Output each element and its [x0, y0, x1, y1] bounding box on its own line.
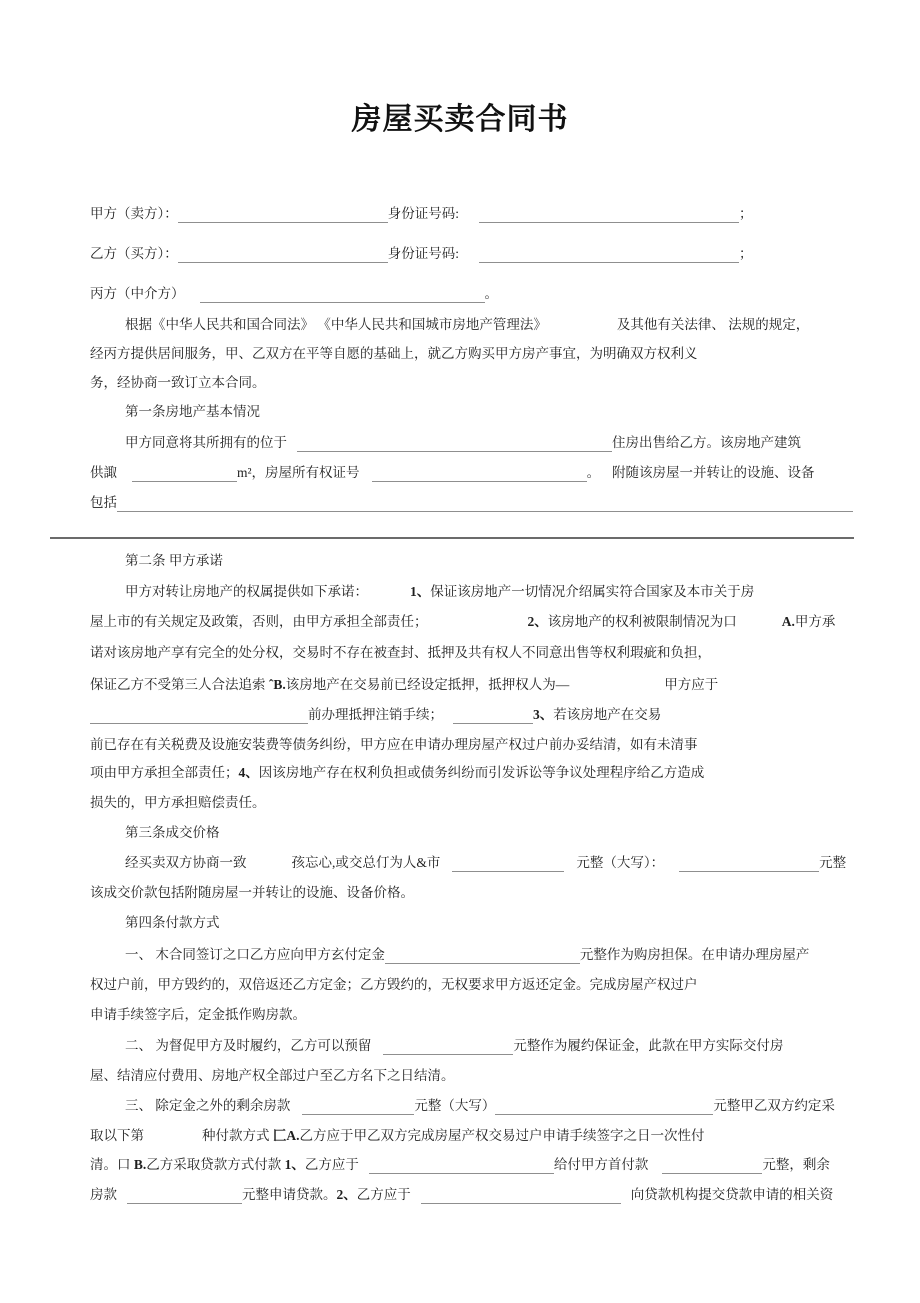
- contract-text: 根据《中华人民共和国合同法》 《中华人民共和国城市房地产管理法》: [125, 317, 547, 332]
- contract-text: 因该房地产存在权利负担或债务纠纷而引发诉讼等争议处理程序给乙方造成: [258, 765, 705, 780]
- spacer: [428, 630, 528, 631]
- contract-line: [125, 552, 223, 570]
- contract-line: [90, 884, 414, 902]
- contract-text: ；: [739, 246, 753, 261]
- blank-field: [127, 1190, 242, 1204]
- contract-text: 乙方应于: [356, 1187, 411, 1202]
- spacer: [368, 600, 410, 601]
- contract-line: [90, 644, 711, 662]
- contract-text: 元整申请贷款。: [242, 1187, 337, 1202]
- contract-text: ；: [739, 206, 753, 221]
- contract-line: [90, 976, 698, 994]
- document-title: 房屋买卖合同书: [351, 103, 569, 136]
- blank-field: [132, 468, 237, 482]
- contract-text: 二、 为督促甲方及时履约，乙方可以预留: [125, 1038, 372, 1053]
- contract-text: 一、 木合同签订之口乙方应向甲方玄付定金: [125, 947, 385, 962]
- contract-line: [90, 494, 853, 512]
- contract-text: 取以下第: [90, 1128, 144, 1143]
- blank-field: [178, 249, 388, 263]
- contract-text: 经买卖双方协商一致: [125, 855, 247, 870]
- contract-line: [90, 1186, 833, 1204]
- contract-text: 乙方采取贷款方式付款: [146, 1157, 285, 1172]
- contract-text: 丙方（中介方）: [90, 286, 185, 301]
- blank-field: [495, 1101, 713, 1115]
- contract-line: [90, 794, 266, 812]
- spacer: [185, 302, 200, 303]
- spacer: [547, 333, 617, 334]
- contract-text: 诺对该房地产享有完全的处分权，交易时不存在被查封、抵押及共有权人不同意出售等权利瑕疵和负担，: [90, 645, 711, 660]
- section-divider: [50, 537, 854, 539]
- spacer: [247, 871, 292, 872]
- contract-line: [90, 613, 835, 631]
- blank-field: [452, 858, 564, 872]
- contract-text: 乙方（买方）：: [90, 246, 178, 261]
- contract-line: [90, 245, 753, 263]
- blank-field: [453, 710, 533, 724]
- contract-line: [125, 1037, 783, 1055]
- contract-text: 第四条付款方式: [125, 915, 220, 930]
- spacer: [459, 262, 479, 263]
- contract-text: 。: [484, 286, 498, 301]
- contract-line: [90, 706, 661, 724]
- contract-line: [125, 1097, 835, 1115]
- contract-text: 该房地产的权利被限制情况为口: [547, 614, 737, 629]
- contract-line: [90, 736, 698, 754]
- spacer: [440, 871, 452, 872]
- contract-text: 屋上市的有关规定及政策，否则，由甲方承担全部责任；: [90, 614, 428, 629]
- contract-text: m²，房屋所有权证号: [237, 465, 360, 480]
- contract-text: 保证乙方不受第三人合法追索: [90, 677, 269, 692]
- contract-text: 1、: [284, 1157, 305, 1172]
- contract-line: [125, 824, 220, 842]
- contract-line: [125, 583, 754, 601]
- spacer: [144, 1144, 202, 1145]
- spacer: [564, 871, 576, 872]
- contract-text: 甲方应于: [664, 677, 719, 692]
- contract-text: 2、: [336, 1187, 357, 1202]
- contract-text: 该成交价款包括附随房屋一并转让的设施、设备价格。: [90, 885, 414, 900]
- spacer: [443, 723, 453, 724]
- contract-text: 供諏: [90, 465, 117, 480]
- spacer: [648, 1173, 662, 1174]
- blank-field: [479, 209, 739, 223]
- blank-field: [297, 438, 612, 452]
- contract-text: 保证该房地产一切情况介绍属实符合国家及本市关于房: [430, 584, 755, 599]
- blank-field: [479, 249, 739, 263]
- blank-field: [302, 1101, 414, 1115]
- spacer: [621, 1203, 631, 1204]
- contract-line: [90, 285, 498, 303]
- contract-text: 元整作为购房担保。在申请办理房屋产: [579, 947, 810, 962]
- contract-text: 孩忘心,或交总仃为人&市: [291, 855, 441, 870]
- contract-text: 若该房地产在交易: [553, 707, 662, 722]
- contract-text: 甲方同意将其所拥有的位于: [125, 435, 287, 450]
- contract-text: 元整（大写）: [414, 1098, 496, 1113]
- contract-text: 身份证号码:: [387, 206, 460, 221]
- contract-text: 种付款方式: [202, 1128, 273, 1143]
- contract-line: [90, 764, 704, 782]
- contract-text: 4、: [238, 765, 259, 780]
- spacer: [569, 693, 664, 694]
- blank-field: [117, 498, 853, 512]
- contract-line: [90, 345, 698, 363]
- contract-text: 第一条房地产基本情况: [125, 404, 260, 419]
- contract-line: [125, 316, 809, 334]
- contract-text: 元整，剩余: [762, 1157, 830, 1172]
- blank-field: [90, 710, 308, 724]
- contract-text: 元整作为履约保证金，此款在甲方实际交付房: [513, 1038, 784, 1053]
- contract-text: 向贷款机构提交贷款申请的相关资: [630, 1187, 834, 1202]
- contract-text: 元整: [819, 855, 847, 870]
- contract-text: 三、 除定金之外的剩余房款: [125, 1098, 291, 1113]
- spacer: [737, 630, 782, 631]
- blank-field: [200, 289, 485, 303]
- contract-line: [90, 464, 815, 482]
- spacer: [459, 222, 479, 223]
- contract-text: 甲方承: [794, 614, 836, 629]
- blank-field: [383, 1041, 513, 1055]
- contract-line: [125, 914, 220, 932]
- contract-text: 及其他有关法律、 法规的规定，: [616, 317, 810, 332]
- contract-line: [125, 403, 260, 421]
- contract-text: 身份证号码:: [387, 246, 460, 261]
- contract-line: [125, 434, 801, 452]
- contract-text: ˆB.: [268, 677, 286, 692]
- contract-text: 附随该房屋一并转让的设施、设备: [612, 465, 815, 480]
- contract-text: 住房出售给乙方。该房地产建筑: [612, 435, 801, 450]
- contract-text: 3、: [533, 707, 554, 722]
- blank-field: [662, 1160, 762, 1174]
- spacer: [600, 481, 612, 482]
- contract-text: 元整甲乙双方约定采: [713, 1098, 835, 1113]
- contract-text: 前办理抵押注销手续；: [308, 707, 443, 722]
- contract-line: [90, 1156, 830, 1174]
- spacer: [411, 1203, 421, 1204]
- spacer: [117, 481, 132, 482]
- contract-line: [125, 946, 809, 964]
- contract-text: 损失的，甲方承担赔偿责任。: [90, 795, 266, 810]
- contract-line: [90, 1006, 306, 1024]
- contract-text: 经丙方提供居间服务，甲、乙双方在平等自愿的基础上，就乙方购买甲方房产事宜，为明确双方权利义: [90, 346, 698, 361]
- contract-text: 乙方应于甲乙双方完成房屋产权交易过户申请手续签字之日一次性付: [299, 1128, 705, 1143]
- contract-text: 前已存在有关税费及设施安装费等债务纠纷，甲方应在申请办理房屋产权过户前办妥结清，如有未清事: [90, 737, 698, 752]
- contract-line: [90, 374, 266, 392]
- contract-text: 第二条 甲方承诺: [125, 553, 223, 568]
- spacer: [371, 1054, 383, 1055]
- blank-field: [679, 858, 819, 872]
- contract-text: 务，经协商一致订立本合同。: [90, 375, 266, 390]
- blank-field: [369, 1160, 554, 1174]
- contract-text: 屋、结清应付费用、房地产权全部过户至乙方名下之日结清。: [90, 1068, 455, 1083]
- contract-text: 包括: [90, 495, 117, 510]
- spacer: [360, 481, 372, 482]
- blank-field: [421, 1190, 621, 1204]
- contract-text: 第三条成交价格: [125, 825, 220, 840]
- contract-text: B.: [133, 1157, 147, 1172]
- spacer: [664, 871, 679, 872]
- contract-line: [125, 854, 846, 872]
- contract-text: 匚A.: [272, 1128, 300, 1143]
- contract-text: 房款: [90, 1187, 117, 1202]
- spacer: [287, 451, 297, 452]
- blank-field: [372, 468, 587, 482]
- contract-text: 甲方（卖方）：: [90, 206, 178, 221]
- contract-text: A.: [781, 614, 795, 629]
- contract-text: 项由甲方承担全部责任；: [90, 765, 239, 780]
- contract-line: [90, 1127, 705, 1145]
- spacer: [117, 1203, 127, 1204]
- contract-text: 权过户前，甲方毁约的，双倍返还乙方定金；乙方毁约的，无权要求甲方返还定金。完成房屋产权过户: [90, 977, 698, 992]
- contract-text: 乙方应于: [304, 1157, 359, 1172]
- contract-line: [90, 1067, 455, 1085]
- contract-text: 给付甲方首付款: [553, 1157, 649, 1172]
- contract-text: 2、: [527, 614, 548, 629]
- contract-line: [90, 676, 718, 694]
- spacer: [359, 1173, 369, 1174]
- contract-text: 元整（大写）：: [576, 855, 665, 870]
- contract-text: 甲方对转让房地产的权属提供如下承诺：: [125, 584, 368, 599]
- contract-text: 1、: [410, 584, 431, 599]
- spacer: [290, 1114, 302, 1115]
- contract-text: 。: [586, 465, 601, 480]
- blank-field: [178, 209, 388, 223]
- blank-field: [385, 950, 580, 964]
- contract-text: 清。口: [90, 1157, 134, 1172]
- contract-text: 该房地产在交易前已经设定抵押，抵押权人为—: [285, 677, 570, 692]
- contract-text: 申请手续签字后，定金抵作购房款。: [90, 1007, 306, 1022]
- contract-line: [90, 205, 753, 223]
